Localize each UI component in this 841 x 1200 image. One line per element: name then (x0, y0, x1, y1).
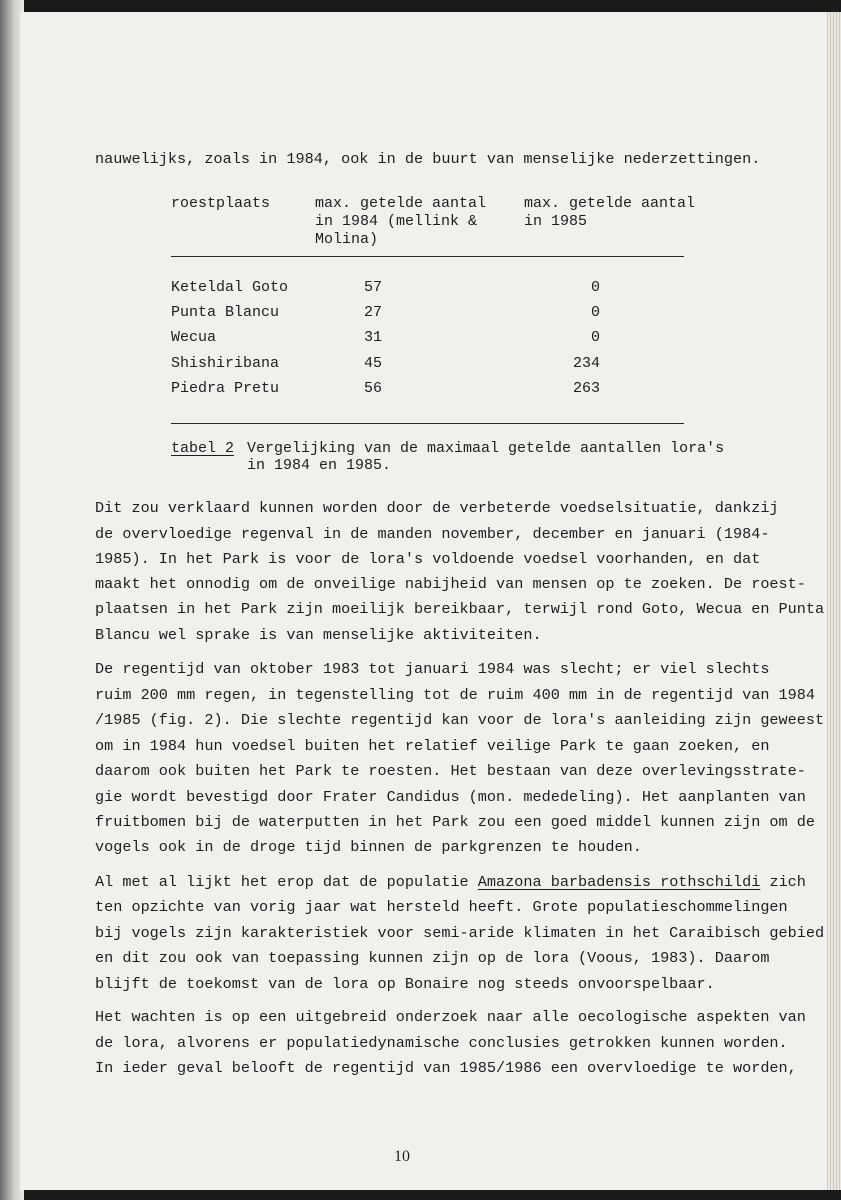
table-row-1985: 0 (590, 329, 600, 346)
text-line: In ieder geval belooft de regentijd van 1985/1986 een overvloedige te worden, (95, 1059, 797, 1077)
text-run: Al met al lijkt het erop dat de populatie (95, 873, 478, 891)
table-header-1984-line3: Molina) (315, 231, 379, 248)
table-row-place: Piedra Pretu (171, 380, 280, 397)
table-row-1984: 27 (363, 304, 382, 321)
text-line: bij vogels zijn karakteristiek voor semi-aride klimaten in het Caraibisch gebied (95, 924, 825, 942)
text-line: blijft de toekomst van de lora op Bonaire nog steeds onvoorspelbaar. (95, 975, 715, 993)
text-line (95, 873, 806, 891)
table-row-1985: 0 (590, 279, 600, 296)
table-header-place: roestplaats (171, 195, 271, 212)
table-row-1985: 234 (572, 355, 600, 372)
page-number: 10 (394, 1148, 410, 1165)
table-caption-label: tabel 2 (171, 440, 235, 457)
table-header-1985-line2: in 1985 (524, 213, 588, 230)
intro-line: nauwelijks, zoals in 1984, ook in de buurt van menselijke nederzettingen. (95, 150, 761, 168)
table-header-1985-line1: max. getelde aantal (524, 195, 696, 212)
text-line: /1985 (fig. 2). Die slechte regentijd kan voor de lora's aanleiding zijn geweest (95, 711, 825, 729)
text-line: de overvloedige regenval in de manden november, december en januari (1984- (95, 525, 770, 543)
table-row-place: Punta Blancu (171, 304, 280, 321)
text-line: ten opzichte van vorig jaar wat hersteld heeft. Grote populatieschommelingen (95, 898, 788, 916)
text-line: ruim 200 mm regen, in tegenstelling tot de ruim 400 mm in de regentijd van 1984 (95, 686, 816, 704)
table-header-1984-line1: max. getelde aantal (315, 195, 487, 212)
text-line: De regentijd van oktober 1983 tot januari 1984 was slecht; er viel slechts (95, 660, 770, 678)
table-row-1985: 0 (590, 304, 600, 321)
text-line: om in 1984 hun voedsel buiten het relatief veilige Park te gaan zoeken, en (95, 737, 770, 755)
page-edges (827, 12, 841, 1190)
text-line: maakt het onnodig om de onveilige nabijheid van mensen op te zoeken. De roest- (95, 575, 806, 593)
text-line: daarom ook buiten het Park te roesten. Het bestaan van deze overlevingsstrate- (95, 762, 806, 780)
table-row-1984: 45 (363, 355, 382, 372)
text-line: plaatsen in het Park zijn moeilijk bereikbaar, terwijl rond Goto, Wecua en Punta (95, 600, 825, 618)
table-row-place: Shishiribana (171, 355, 280, 372)
table-caption-line1: Vergelijking van de maximaal getelde aantallen lora's (247, 440, 725, 457)
table-row-place: Wecua (171, 329, 217, 346)
table-row-place: Keteldal Goto (171, 279, 289, 296)
text-line: vogels ook in de droge tijd binnen de parkgrenzen te houden. (95, 838, 642, 856)
table-row-1984: 56 (363, 380, 382, 397)
text-line: 1985). In het Park is voor de lora's voldoende voedsel voorhanden, en dat (95, 550, 761, 568)
table-rule-top (171, 256, 684, 257)
table-rule-bottom (171, 423, 684, 424)
table-row-1985: 263 (572, 380, 600, 397)
table-header-1984-line2: in 1984 (mellink & (315, 213, 478, 230)
text-line: gie wordt bevestigd door Frater Candidus (mon. mededeling). Het aanplanten van (95, 788, 806, 806)
text-line: de lora, alvorens er populatiedynamische conclusies getrokken kunnen worden. (95, 1034, 788, 1052)
table-caption-line2: in 1984 en 1985. (247, 457, 392, 474)
text-line: fruitbomen bij de waterputten in het Park zou een goed middel kunnen zijn om de (95, 813, 816, 831)
text-run: zich (760, 873, 806, 891)
species-name: Amazona barbadensis rothschildi (477, 873, 761, 891)
text-line: en dit zou ook van toepassing kunnen zijn op de lora (Voous, 1983). Daarom (95, 949, 770, 967)
text-line: Dit zou verklaard kunnen worden door de verbeterde voedselsituatie, dankzij (95, 499, 779, 517)
text-line: Blancu wel sprake is van menselijke aktiviteiten. (95, 626, 542, 644)
table-row-1984: 57 (363, 279, 382, 296)
table-row-1984: 31 (363, 329, 382, 346)
text-line: Het wachten is op een uitgebreid onderzoek naar alle oecologische aspekten van (95, 1008, 806, 1026)
